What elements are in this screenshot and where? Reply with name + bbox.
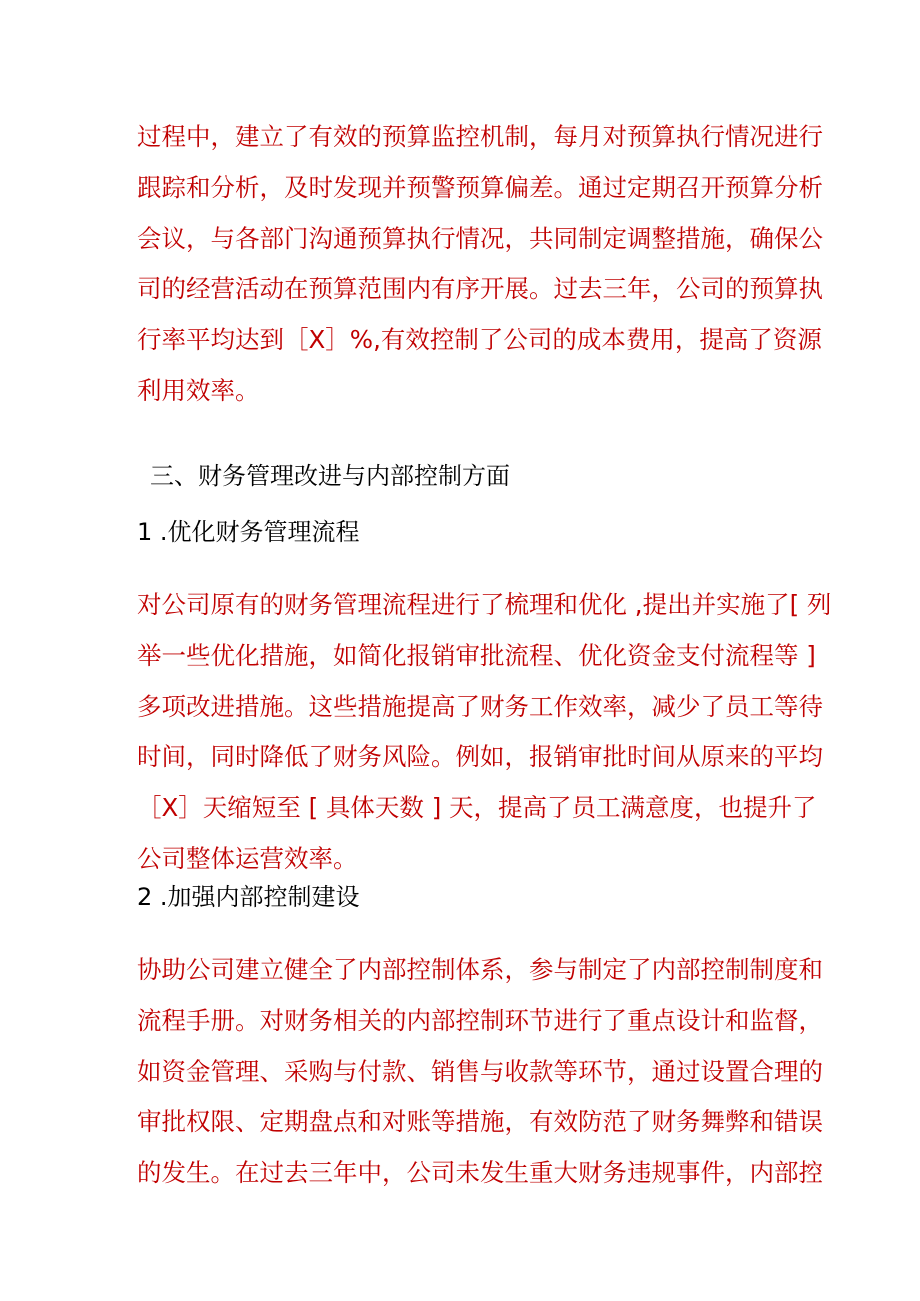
subsection-2-paragraph <box>137 945 823 1199</box>
paragraph-line: 举一些优化措施，如简化报销审批流程、优化资金支付流程等 ] <box>137 640 816 670</box>
subsection-1-title: 1 .优化财务管理流程 <box>137 518 360 546</box>
paragraph-line: 审批权限、定期盘点和对账等措施，有效防范了财务舞弊和错误 <box>137 1107 823 1137</box>
paragraph-line: 时间，同时降低了财务风险。例如，报销审批时间从原来的平均 <box>137 742 823 772</box>
paragraph-line: 如资金管理、采购与付款、销售与收款等环节，通过设置合理的 <box>137 1056 823 1086</box>
paragraph-line: 公司整体运营效率。 <box>137 843 358 873</box>
paragraph-line: 的发生。在过去三年中，公司未发生重大财务违规事件，内部控 <box>137 1158 823 1188</box>
paragraph-line: 协助公司建立健全了内部控制体系，参与制定了内部控制制度和 <box>137 955 823 984</box>
paragraph-line: 利用效率。 <box>137 375 260 405</box>
subsection-2-title: 2 .加强内部控制建设 <box>137 883 360 911</box>
paragraph-line: 过程中，建立了有效的预算监控机制，每月对预算执行情况进行 <box>137 122 823 151</box>
paragraph-line: 行率平均达到［X］%,有效控制了公司的成本费用，提高了资源 <box>137 325 822 355</box>
paragraph-line: 流程手册。对财务相关的内部控制环节进行了重点设计和监督， <box>137 1005 823 1035</box>
intro-paragraph <box>137 112 823 417</box>
paragraph-line: 对公司原有的财务管理流程进行了梳理和优化 ,提出并实施了[ 列 <box>137 590 832 619</box>
paragraph-line: 多项改进措施。这些措施提高了财务工作效率，减少了员工等待 <box>137 691 823 721</box>
subsection-1-paragraph <box>137 580 832 885</box>
paragraph-line: 会议，与各部门沟通预算执行情况，共同制定调整措施，确保公 <box>137 223 823 253</box>
paragraph-line: 司的经营活动在预算范围内有序开展。过去三年，公司的预算执 <box>137 274 823 304</box>
paragraph-line: 跟踪和分析，及时发现并预警预算偏差。通过定期召开预算分析 <box>137 172 823 202</box>
paragraph-line: ［X］天缩短至 [ 具体天数 ] 天，提高了员工满意度，也提升了 <box>137 793 817 823</box>
section-title: 三、财务管理改进与内部控制方面 <box>150 462 510 490</box>
